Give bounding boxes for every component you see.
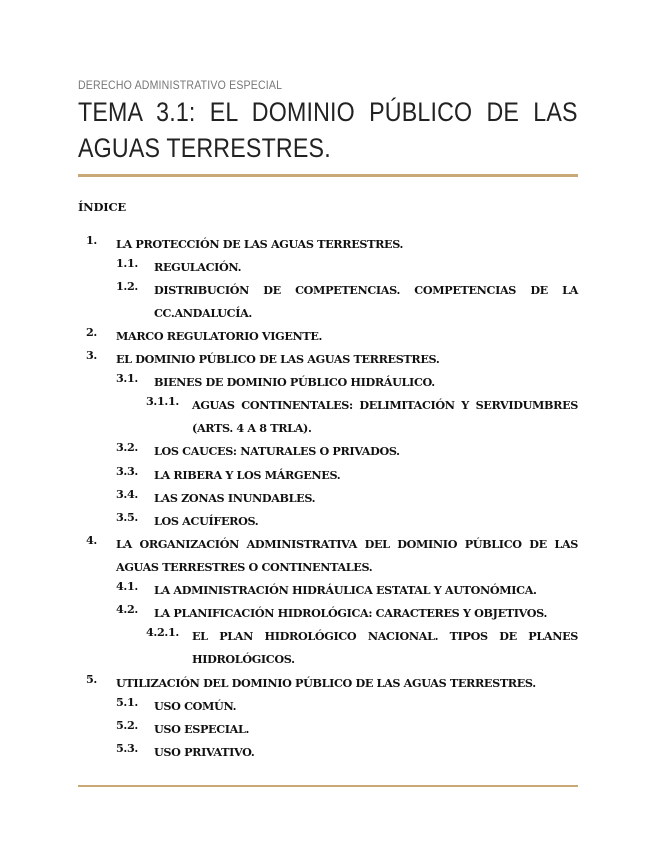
toc-item-text: USO COMÚN. <box>154 699 237 713</box>
toc-item-text: MARCO REGULATORIO VIGENTE. <box>116 329 323 343</box>
toc-item-text: USO PRIVATIVO. <box>154 745 255 759</box>
toc-item-number: 3.5. <box>116 510 138 524</box>
toc-item-number: 2. <box>86 325 97 339</box>
toc-item-number: 3. <box>86 348 97 362</box>
toc-item-number: 1.1. <box>116 256 138 270</box>
toc-item-number: 4.1. <box>116 579 138 593</box>
header-divider <box>78 174 578 177</box>
toc-item-text: LOS CAUCES: NATURALES O PRIVADOS. <box>154 444 400 458</box>
toc-item-number: 5. <box>86 672 97 686</box>
toc-item-number: 5.3. <box>116 741 138 755</box>
footer-divider <box>78 785 578 787</box>
toc-item-number: 4. <box>86 533 97 547</box>
toc-item-text: LA ADMINISTRACIÓN HIDRÁULICA ESTATAL Y AUTONÓMICA. <box>154 583 537 597</box>
toc-item-text: LA PLANIFICACIÓN HIDROLÓGICA: CARACTERES Y OBJETIVOS. <box>154 606 548 620</box>
toc-item-number: 3.2. <box>116 440 138 454</box>
toc-item-number: 5.1. <box>116 695 138 709</box>
toc-item-text: LAS ZONAS INUNDABLES. <box>154 491 316 505</box>
toc-item-text: EL DOMINIO PÚBLICO DE LAS AGUAS TERRESTRES. <box>116 352 440 366</box>
toc-item-number: 3.1. <box>116 371 138 385</box>
page-title <box>78 94 578 166</box>
toc-item-number: 4.2. <box>116 602 138 616</box>
toc-item-text: LA PROTECCIÓN DE LAS AGUAS TERRESTRES. <box>116 237 404 251</box>
toc-item-text: BIENES DE DOMINIO PÚBLICO HIDRÁULICO. <box>154 375 435 389</box>
toc-item-number: 3.1.1. <box>146 394 179 408</box>
toc-item-number: 1. <box>86 233 97 247</box>
toc-item-number: 4.2.1. <box>146 625 179 639</box>
toc-item-text: EL PLAN HIDROLÓGICO NACIONAL. TIPOS DE PLANES HIDROLÓGICOS. <box>192 629 578 666</box>
toc-item-text: DISTRIBUCIÓN DE COMPETENCIAS. COMPETENCIAS DE LA CC.ANDALUCÍA. <box>154 283 578 320</box>
index-heading: ÍNDICE <box>78 200 126 214</box>
toc-item-text: LOS ACUÍFEROS. <box>154 514 259 528</box>
course-subject: DERECHO ADMINISTRATIVO ESPECIAL <box>78 78 283 92</box>
toc-item-text: LA RIBERA Y LOS MÁRGENES. <box>154 468 341 482</box>
toc-item-number: 3.4. <box>116 487 138 501</box>
toc-item-number: 5.2. <box>116 718 138 732</box>
toc-item-text: USO ESPECIAL. <box>154 722 250 736</box>
toc-item-number: 1.2. <box>116 279 138 293</box>
toc-item-text: UTILIZACIÓN DEL DOMINIO PÚBLICO DE LAS AGUAS TERRESTRES. <box>116 676 536 690</box>
toc-item-text: AGUAS CONTINENTALES: DELIMITACIÓN Y SERVIDUMBRES (ARTS. 4 A 8 TRLA). <box>192 398 578 435</box>
toc-item-text: LA ORGANIZACIÓN ADMINISTRATIVA DEL DOMINIO PÚBLICO DE LAS AGUAS TERRESTRES O CONTINENTALES. <box>116 537 578 574</box>
page-title-text: TEMA 3.1: EL DOMINIO PÚBLICO DE LAS AGUAS TERRESTRES. <box>78 97 578 163</box>
toc-item-number: 3.3. <box>116 464 138 478</box>
toc-item-text: REGULACIÓN. <box>154 260 242 274</box>
